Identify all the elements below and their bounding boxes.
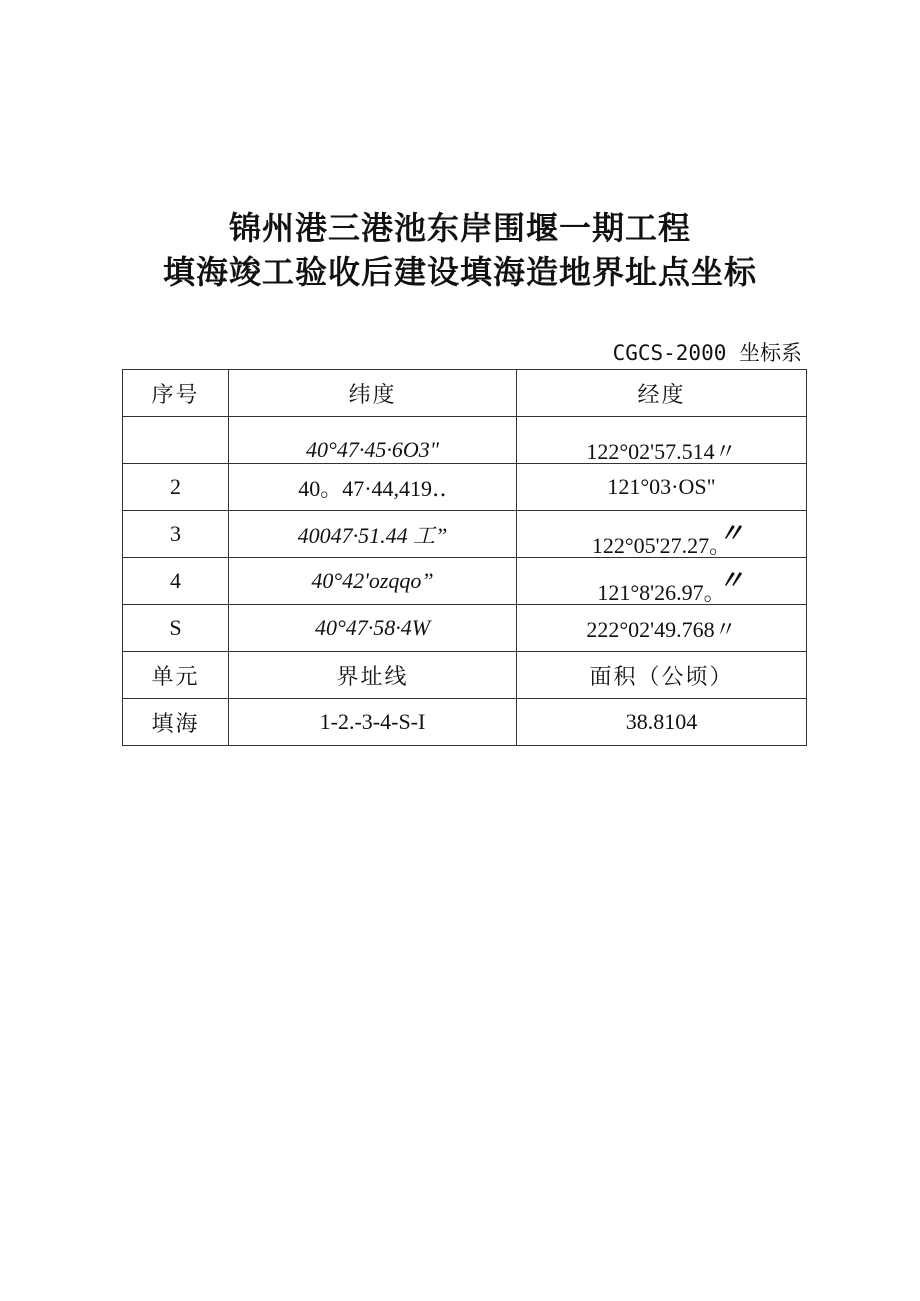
header-longitude: 经度 [517,370,807,417]
table-row [123,464,807,511]
document-title-line-1: 锦州港三港池东岸围堰一期工程 [228,209,691,247]
row-longitude-second-mark: 〃 [717,519,744,548]
header-latitude: 纬度 [229,370,517,417]
row-seq: 4 [123,558,229,605]
table-header-row [123,370,807,417]
header-area: 面积（公顷） [517,652,807,699]
row-longitude-value: 122°05'27.27。 [591,532,732,558]
summary-unit: 填海 [123,699,229,746]
header-boundary-line: 界址线 [229,652,517,699]
row-longitude [517,464,807,511]
row-latitude: 40047·51.44 工” [229,511,517,558]
summary-boundary-line: 1-2.-3-4-S-I [229,699,517,746]
row-longitude-second-mark: 〃 [717,566,744,595]
table-row [123,558,807,605]
table-row [123,417,807,464]
row-latitude: 40。47·44,419‥ [229,464,517,511]
row-longitude [517,558,807,605]
row-longitude [517,605,807,652]
coordinate-system-label: CGCS-2000 坐标系 [612,341,802,365]
boundary-points-table [122,369,807,746]
header-seq: 序号 [123,370,229,417]
table-row [123,605,807,652]
row-longitude-value: 121°8'26.97。 [597,579,726,605]
row-longitude [517,417,807,464]
summary-area: 38.8104 [517,699,807,746]
table-row [123,511,807,558]
summary-header-row [123,652,807,699]
row-seq: 2 [123,464,229,511]
row-seq: S [123,605,229,652]
row-longitude-value: 222°02'49.768〃 [586,616,737,642]
row-longitude-value: 122°02'57.514〃 [586,438,737,464]
header-unit: 单元 [123,652,229,699]
row-latitude: 40°47·58·4W [229,605,517,652]
row-latitude [229,417,517,464]
summary-row [123,699,807,746]
document-title-line-2: 填海竣工验收后建设填海造地界址点坐标 [162,253,757,291]
row-longitude [517,511,807,558]
row-seq [123,417,229,464]
row-latitude-value: 40°47·45·6O3" [306,437,439,462]
row-latitude: 40°42'ozqqo” [229,558,517,605]
row-longitude-value: 121°03·OS" [607,474,716,499]
row-seq: 3 [123,511,229,558]
